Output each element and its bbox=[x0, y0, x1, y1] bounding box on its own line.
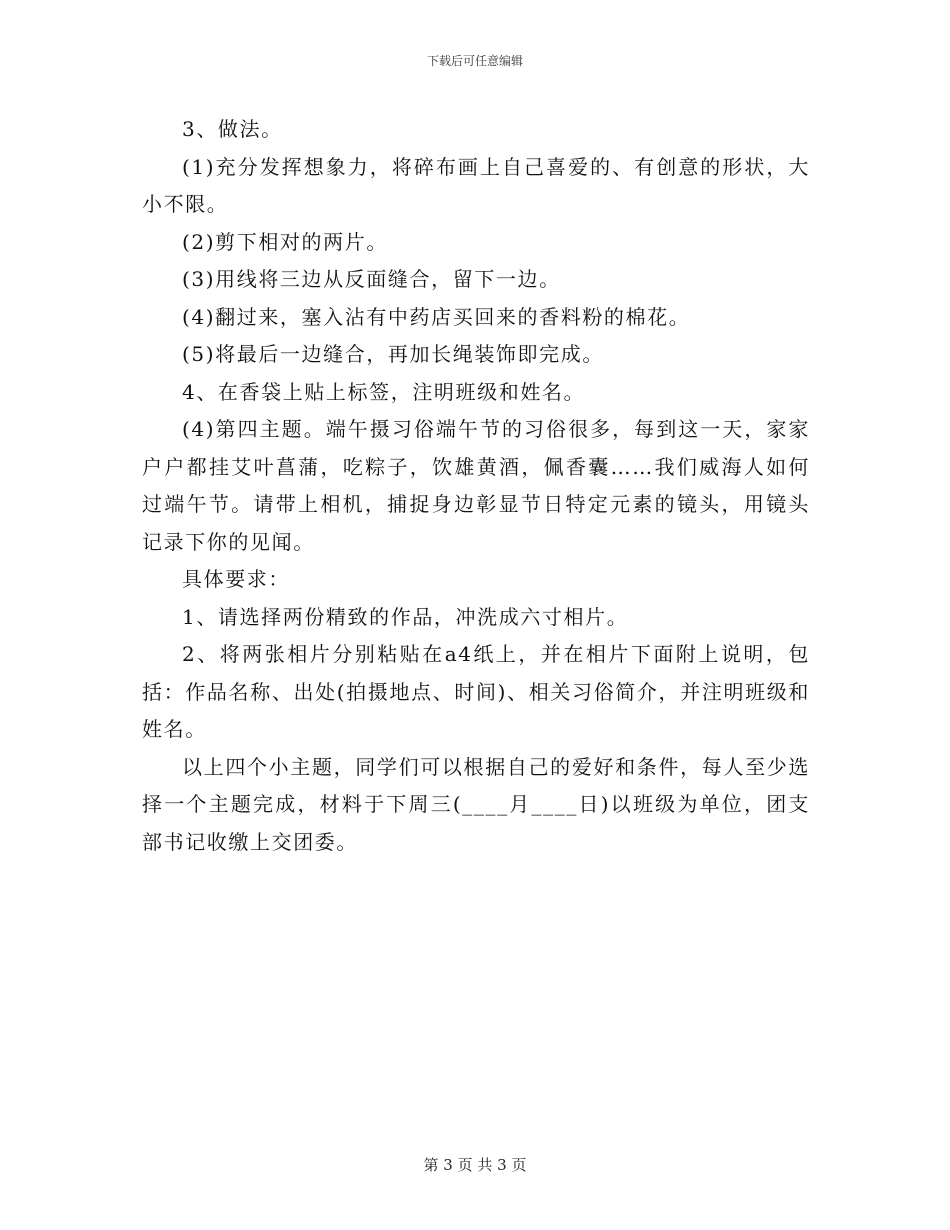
paragraph-step-2: (2)剪下相对的两片。 bbox=[182, 229, 388, 254]
paragraph-requirement-2: 2、将两张相片分别粘贴在a4纸上，并在相片下面附上说明，包括：作品名称、出处(拍摄地点、时间)、相关习俗简介，并注明班级和姓名。 bbox=[142, 642, 810, 741]
paragraph-theme-4: (4)第四主题。端午摄习俗端午节的习俗很多，每到这一天，家家户户都挂艾叶菖蒲，吃粽子，饮雄黄酒，佩香囊……我们威海人如何过端午节。请带上相机，捕捉身边彰显节日特定元素的镜头，用镜头记录下你的见闻。 bbox=[142, 417, 810, 554]
paragraph-step-1: (1)充分发挥想象力，将碎布画上自己喜爱的、有创意的形状，大小不限。 bbox=[142, 154, 810, 216]
paragraph-step-4: (4)翻过来，塞入沾有中药店买回来的香料粉的棉花。 bbox=[182, 304, 691, 329]
paragraph-summary: 以上四个小主题，同学们可以根据自己的爱好和条件，每人至少选择一个主题完成，材料于下周三(____月____日)以班级为单位，团支部书记收缴上交团委。 bbox=[142, 754, 810, 854]
paragraph-requirements-heading: 具体要求： bbox=[182, 567, 290, 591]
paragraph-step-3: (3)用线将三边从反面缝合，留下一边。 bbox=[182, 267, 561, 291]
page-footer-number: 第 3 页 共 3 页 bbox=[423, 1156, 527, 1174]
page-header-note: 下载后可任意编辑 bbox=[426, 54, 523, 68]
paragraph-step-5: (5)将最后一边缝合，再加长绳装饰即完成。 bbox=[182, 342, 604, 366]
paragraph-requirement-1: 1、请选择两份精致的作品，冲洗成六寸相片。 bbox=[182, 604, 629, 629]
paragraph-method-heading: 3、做法。 bbox=[182, 117, 283, 141]
paragraph-label-note: 4、在香袋上贴上标签，注明班级和姓名。 bbox=[182, 379, 586, 404]
document-body bbox=[142, 111, 810, 861]
